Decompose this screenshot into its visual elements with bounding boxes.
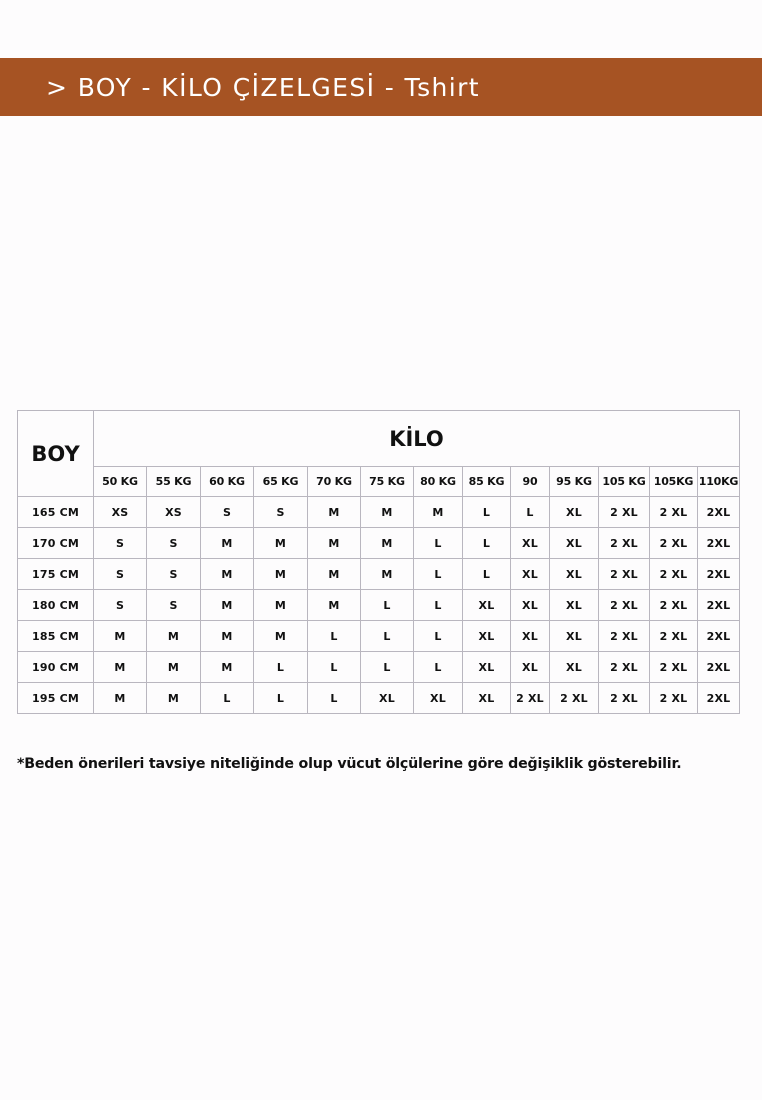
size-cell: M [254,590,308,621]
table-row [18,621,740,652]
weight-header-cell: 105 KG [599,467,650,497]
size-cell: 2 XL [599,497,650,528]
weight-header-cell: 55 KG [147,467,201,497]
weight-header-cell: 105KG [650,467,698,497]
size-cell: L [463,528,511,559]
size-chart-table [17,410,740,714]
height-label: 185 CM [18,621,94,652]
size-cell: 2 XL [650,528,698,559]
size-cell: L [414,621,463,652]
size-cell: S [147,590,201,621]
size-cell: M [147,683,201,714]
size-cell: S [94,590,147,621]
size-cell: L [511,497,550,528]
size-cell: M [147,621,201,652]
size-cell: S [94,528,147,559]
size-cell: S [94,559,147,590]
weight-header-cell: 110KG [698,467,740,497]
size-cell: M [361,559,414,590]
height-label: 170 CM [18,528,94,559]
size-cell: 2 XL [599,683,650,714]
size-cell: XL [511,559,550,590]
kilo-header: KİLO [94,411,740,467]
size-cell: XL [463,621,511,652]
size-cell: XL [550,590,599,621]
height-label: 195 CM [18,683,94,714]
size-cell: M [308,559,361,590]
size-cell: L [463,559,511,590]
size-cell: 2XL [698,652,740,683]
size-cell: L [414,652,463,683]
size-cell: M [414,497,463,528]
weight-header-cell: 50 KG [94,467,147,497]
size-cell: L [254,683,308,714]
table-row [18,590,740,621]
size-cell: L [308,683,361,714]
size-cell: 2XL [698,528,740,559]
size-cell: M [147,652,201,683]
size-cell: 2 XL [650,621,698,652]
weight-header-cell: 85 KG [463,467,511,497]
weight-header-cell: 75 KG [361,467,414,497]
height-label: 180 CM [18,590,94,621]
weight-header-cell: 90 [511,467,550,497]
size-cell: M [254,528,308,559]
weight-header-cell: 60 KG [201,467,254,497]
size-cell: M [308,497,361,528]
size-cell: M [361,528,414,559]
size-cell: 2 XL [599,559,650,590]
table-row [18,683,740,714]
size-cell: 2 XL [599,652,650,683]
size-cell: 2 XL [650,683,698,714]
size-cell: M [308,590,361,621]
size-cell: M [201,528,254,559]
size-cell: XL [550,559,599,590]
size-cell: M [254,559,308,590]
size-cell: L [201,683,254,714]
size-cell: L [254,652,308,683]
size-cell: 2XL [698,683,740,714]
size-cell: S [254,497,308,528]
size-cell: 2 XL [599,621,650,652]
size-cell: XL [511,590,550,621]
size-cell: M [201,559,254,590]
size-cell: XL [511,652,550,683]
size-cell: XS [147,497,201,528]
weight-header-cell: 80 KG [414,467,463,497]
size-cell: 2 XL [511,683,550,714]
size-cell: L [308,652,361,683]
size-cell: XL [463,590,511,621]
size-cell: XL [550,621,599,652]
size-cell: M [201,621,254,652]
table-row [18,652,740,683]
size-cell: 2XL [698,590,740,621]
table-row [18,528,740,559]
size-cell: 2 XL [650,559,698,590]
size-cell: L [361,652,414,683]
size-cell: L [414,528,463,559]
size-cell: M [201,652,254,683]
size-cell: 2 XL [599,528,650,559]
height-label: 175 CM [18,559,94,590]
page-title: > BOY - KİLO ÇİZELGESİ - Tshirt [46,72,480,102]
size-cell: XL [463,652,511,683]
size-cell: S [147,559,201,590]
size-cell: L [361,590,414,621]
table-row [18,497,740,528]
size-cell: 2 XL [650,497,698,528]
height-label: 165 CM [18,497,94,528]
size-cell: 2 XL [650,590,698,621]
size-cell: M [94,652,147,683]
size-cell: L [463,497,511,528]
size-cell: S [201,497,254,528]
height-label: 190 CM [18,652,94,683]
table-row [18,559,740,590]
title-row [18,411,740,467]
size-cell: XL [361,683,414,714]
size-cell: XL [511,528,550,559]
size-cell: 2 XL [599,590,650,621]
size-cell: XL [550,497,599,528]
size-cell: M [308,528,361,559]
size-cell: 2 XL [650,652,698,683]
weights-row [18,467,740,497]
size-cell: L [414,590,463,621]
size-cell: XS [94,497,147,528]
size-cell: 2 XL [550,683,599,714]
boy-header: BOY [18,411,94,497]
weight-header-cell: 95 KG [550,467,599,497]
size-cell: 2XL [698,621,740,652]
size-cell: XL [511,621,550,652]
size-cell: M [94,621,147,652]
size-cell: XL [550,652,599,683]
size-cell: L [308,621,361,652]
header-banner [0,58,762,116]
size-cell: 2XL [698,559,740,590]
size-cell: M [201,590,254,621]
size-cell: M [254,621,308,652]
size-cell: L [414,559,463,590]
size-cell: XL [463,683,511,714]
size-cell: S [147,528,201,559]
disclaimer-note: *Beden önerileri tavsiye niteliğinde olup vücut ölçülerine göre değişiklik gösterebilir. [17,756,682,772]
size-cell: XL [550,528,599,559]
weight-header-cell: 70 KG [308,467,361,497]
size-cell: 2XL [698,497,740,528]
size-cell: M [94,683,147,714]
size-cell: XL [414,683,463,714]
size-cell: L [361,621,414,652]
weight-header-cell: 65 KG [254,467,308,497]
size-cell: M [361,497,414,528]
